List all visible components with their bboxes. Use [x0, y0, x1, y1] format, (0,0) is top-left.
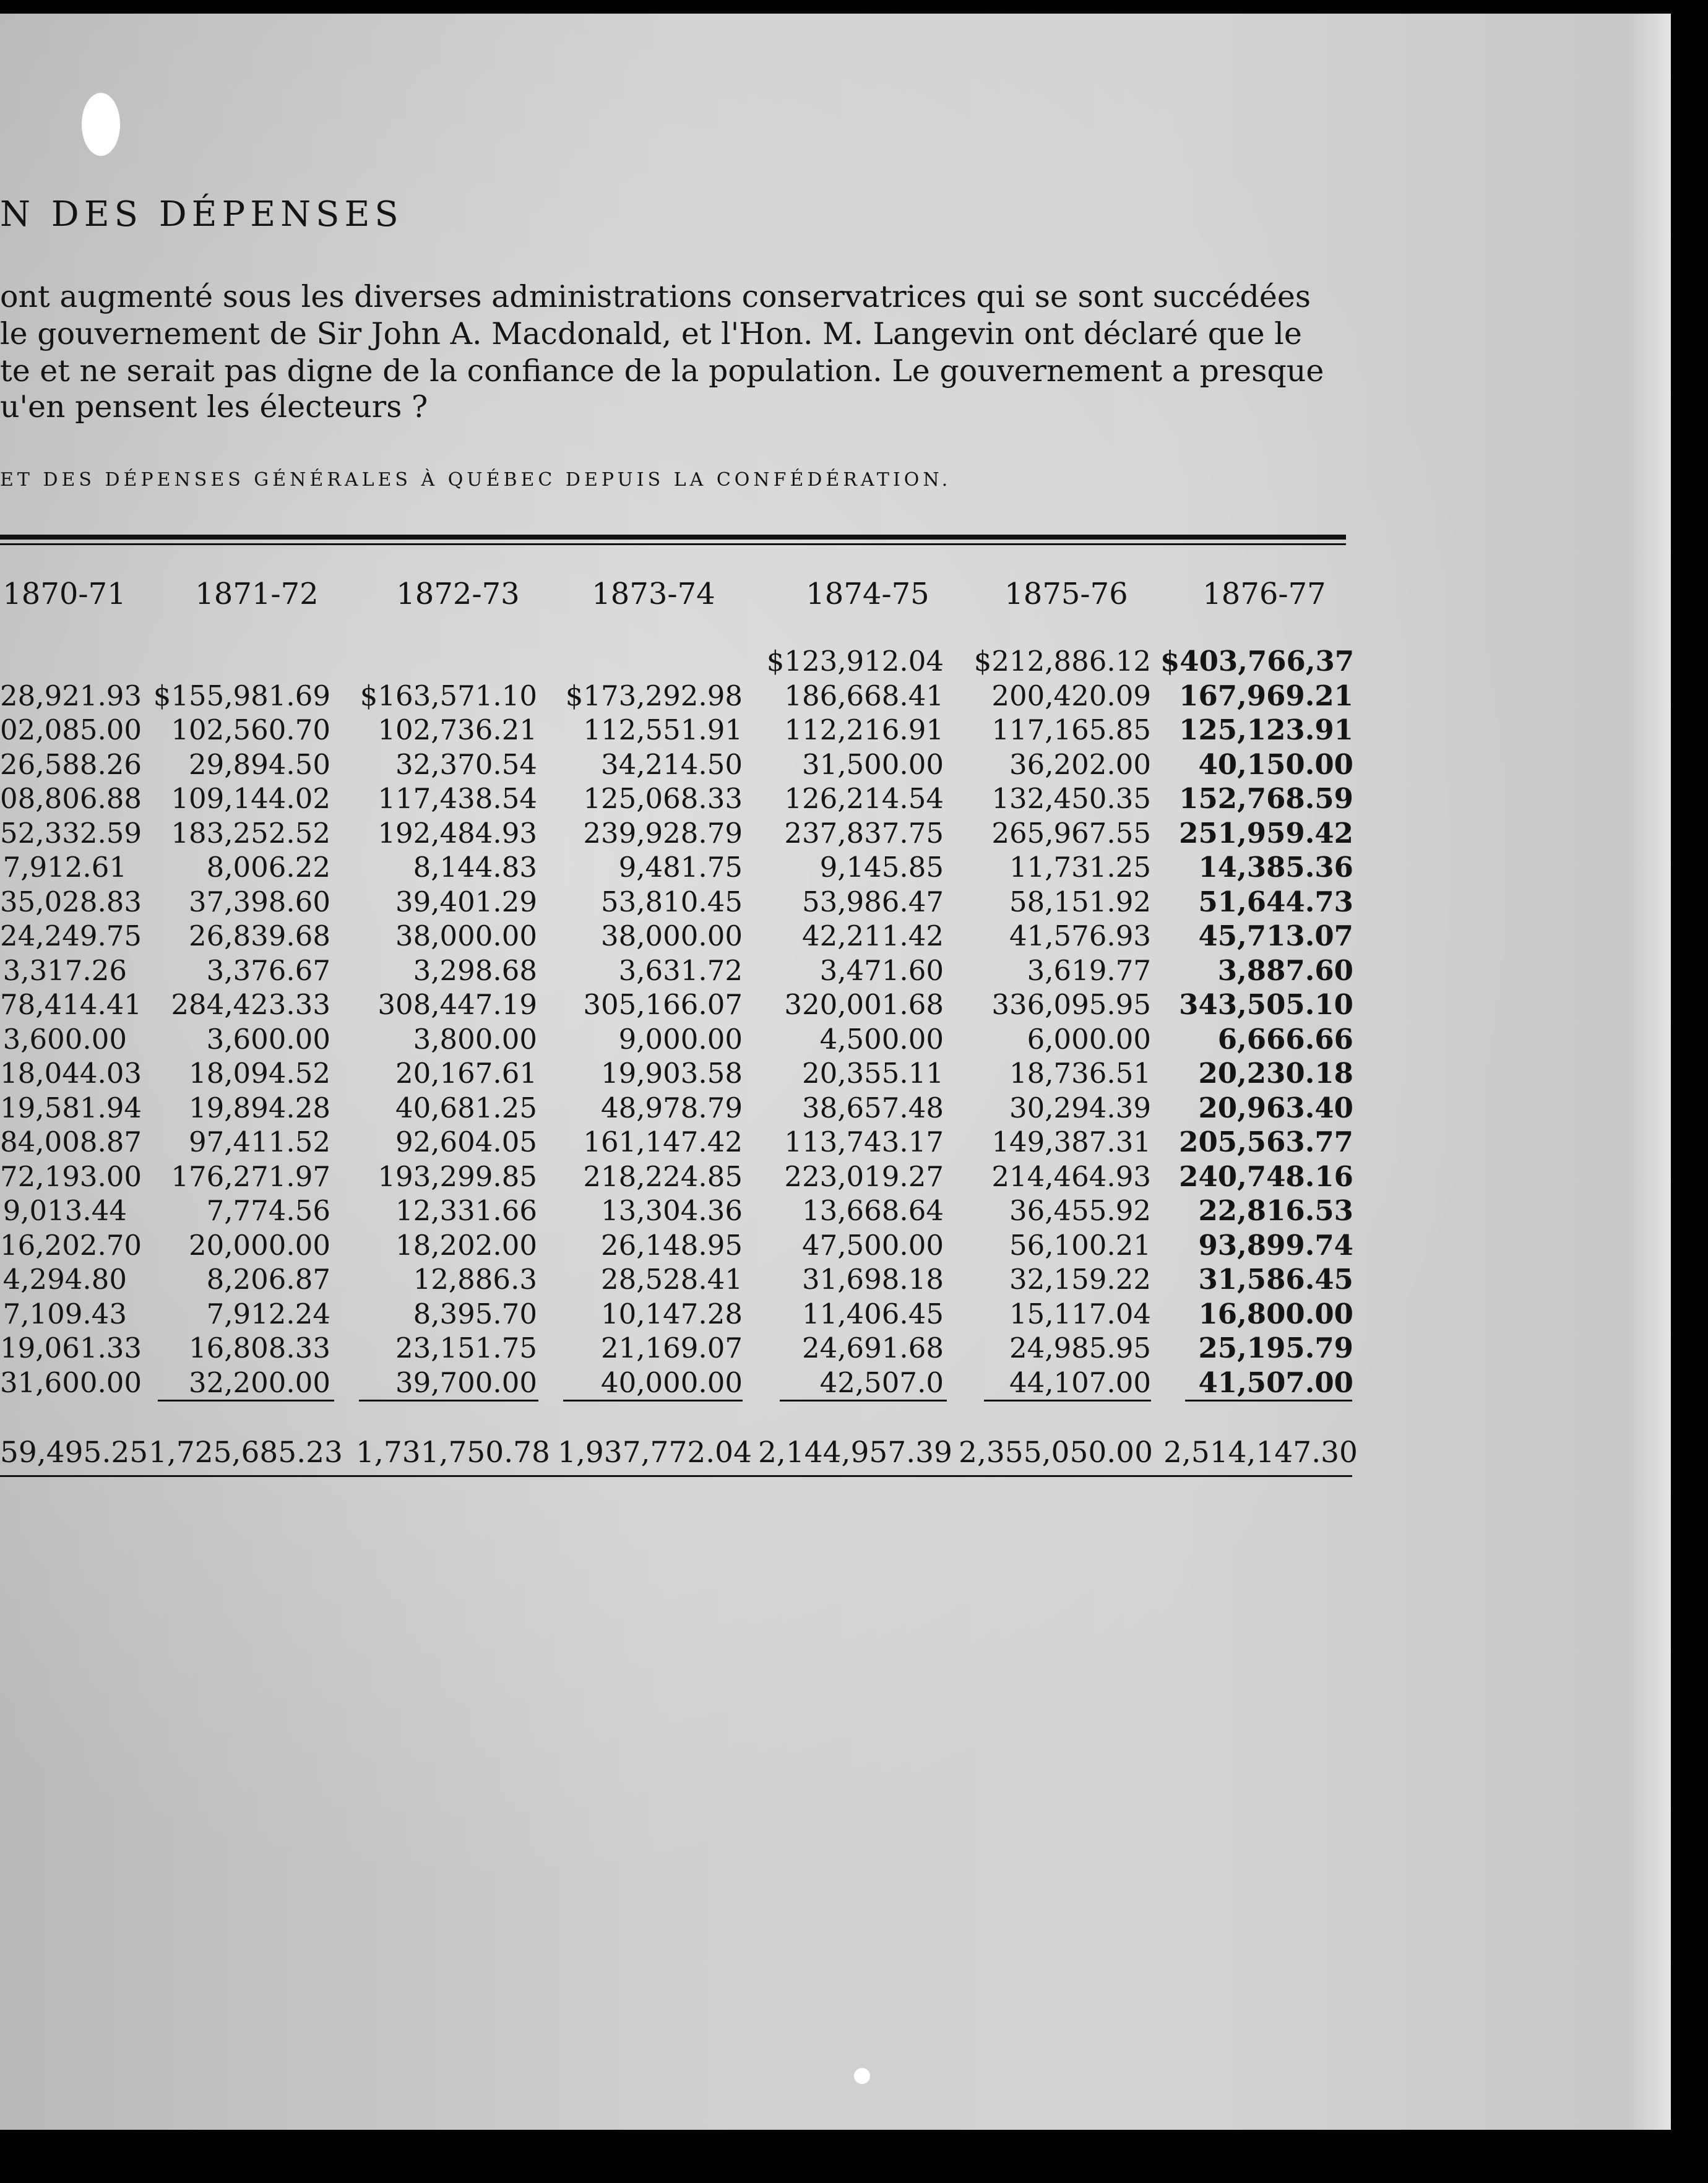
table-cell: 31,698.18 [801, 1263, 944, 1296]
table-cell: 12,886.3 [413, 1263, 537, 1296]
table-cell: 186,668.41 [784, 679, 944, 712]
table-cell: 3,619.77 [1027, 954, 1151, 987]
table-cell: 214,464.93 [991, 1160, 1151, 1193]
table-cell: 84,008.87 [0, 1126, 142, 1158]
table-cell: $123,912.04 [766, 645, 944, 678]
table-title: ET DES DÉPENSES GÉNÉRALES À QUÉBEC DEPUIS LA CONFÉDÉRATION. [0, 469, 952, 491]
table-cell: 42,211.42 [801, 919, 944, 952]
year-column [953, 644, 1151, 1400]
year-column [0, 644, 142, 1400]
table-cell: 51,644.73 [1198, 885, 1353, 918]
table-cell: $155,981.69 [153, 679, 330, 712]
table-cell: 38,657.48 [801, 1091, 944, 1124]
page-heading: N DES DÉPENSES [0, 194, 403, 235]
table-cell: 20,355.11 [801, 1057, 944, 1090]
subtotal-rule [359, 1400, 538, 1402]
table-cell: 9,000.00 [618, 1022, 743, 1056]
table-cell: 8,395.70 [413, 1297, 537, 1330]
table-cell: 15,117.04 [1009, 1297, 1151, 1330]
table-cell: 126,214.54 [784, 782, 944, 815]
table-cell: 26,588.26 [0, 747, 142, 781]
table-cell: 7,912.24 [206, 1297, 330, 1330]
table-cell: 20,000.00 [188, 1228, 330, 1262]
subtotal-rule [984, 1400, 1151, 1402]
table-cell: 149,387.31 [991, 1126, 1151, 1158]
table-cell: 31,586.45 [1198, 1263, 1353, 1296]
table-cell: 16,808.33 [188, 1332, 330, 1364]
table-cell: $212,886.12 [973, 645, 1151, 678]
table-cell: 9,481.75 [618, 851, 743, 884]
table-cell: 12,331.66 [395, 1194, 537, 1227]
table-cell: 48,978.79 [600, 1091, 743, 1124]
table-cell: 7,774.56 [206, 1194, 330, 1227]
table-cell: 102,736.21 [377, 713, 537, 746]
table-cell: 18,044.03 [0, 1057, 142, 1090]
table-cell: 265,967.55 [991, 816, 1151, 850]
table-cell: 9,013.44 [2, 1194, 127, 1227]
year-header: 1870-71 [2, 577, 126, 611]
table-cell: 176,271.97 [171, 1160, 330, 1193]
table-cell: 35,028.83 [0, 885, 142, 918]
table-cell: 13,304.36 [600, 1194, 743, 1227]
table-cell: 183,252.52 [171, 816, 330, 850]
table-cell: 21,169.07 [600, 1332, 743, 1364]
table-cell: 223,019.27 [784, 1160, 944, 1193]
table-cell: 125,068.33 [583, 782, 743, 815]
intro-line-3: te et ne serait pas digne de la confiance de la population. Le gouvernement a presque [0, 353, 1324, 389]
table-cell: 109,144.02 [171, 782, 330, 815]
table-cell: 41,507.00 [1198, 1366, 1353, 1399]
table-cell: 112,216.91 [784, 713, 944, 746]
table-cell: 30,294.39 [1009, 1091, 1151, 1124]
table-cell: 25,195.79 [1198, 1332, 1353, 1364]
table-top-rule-thin [0, 543, 1346, 545]
table-cell: 343,505.10 [1179, 988, 1353, 1021]
table-cell: 38,000.00 [395, 919, 537, 952]
table-cell [136, 644, 330, 679]
table-cell: 24,985.95 [1009, 1332, 1151, 1364]
table-cell: 125,123.91 [1179, 713, 1353, 746]
table-cell: 32,370.54 [395, 747, 537, 781]
table-cell: 38,000.00 [600, 919, 743, 952]
table-cell: 39,401.29 [395, 885, 537, 918]
year-header: 1873-74 [592, 577, 715, 611]
table-cell: 10,147.28 [600, 1297, 743, 1330]
table-cell: 41,576.93 [1009, 919, 1151, 952]
table-cell: $403,766,37 [1160, 645, 1355, 678]
table-cell: 18,094.52 [188, 1057, 330, 1090]
table-cell: 31,600.00 [0, 1366, 142, 1399]
table-cell: 40,681.25 [395, 1091, 537, 1124]
document-page [0, 14, 1671, 2130]
table-cell: 08,806.88 [0, 782, 142, 815]
table-cell: 78,414.41 [0, 988, 142, 1021]
table-cell: 26,148.95 [600, 1228, 743, 1262]
table-cell: 32,159.22 [1009, 1263, 1151, 1296]
table-cell: 20,230.18 [1198, 1057, 1353, 1090]
table-cell: 47,500.00 [801, 1228, 944, 1262]
table-cell: 3,471.60 [819, 954, 944, 987]
year-header: 1876-77 [1202, 577, 1326, 611]
table-cell: 53,986.47 [801, 885, 944, 918]
table-cell: 24,249.75 [0, 919, 142, 952]
table-cell: 320,001.68 [784, 988, 944, 1021]
table-cell: 305,166.07 [583, 988, 743, 1021]
intro-line-1: ont augmenté sous les diverses administrations conservatrices qui se sont succédées [0, 279, 1311, 314]
table-cell: 6,000.00 [1027, 1022, 1151, 1056]
subtotal-rule [563, 1400, 743, 1402]
table-cell: 37,398.60 [188, 885, 330, 918]
table-cell: 193,299.85 [377, 1160, 537, 1193]
table-cell [0, 644, 127, 679]
table-cell: 240,748.16 [1179, 1160, 1353, 1193]
year-column [755, 644, 944, 1400]
table-cell: 34,214.50 [600, 747, 743, 781]
table-cell: 200,420.09 [991, 679, 1151, 712]
year-header: 1872-73 [396, 577, 520, 611]
table-top-rule [0, 535, 1346, 540]
total-value: 2,355,050.00 [959, 1436, 1153, 1470]
table-cell: $173,292.98 [565, 679, 743, 712]
table-cell: 53,810.45 [600, 885, 743, 918]
table-cell: 19,061.33 [0, 1332, 142, 1364]
table-cell: 14,385.36 [1198, 851, 1353, 884]
table-cell: 167,969.21 [1179, 679, 1353, 712]
table-cell: 18,736.51 [1009, 1057, 1151, 1090]
table-cell: 36,202.00 [1009, 747, 1151, 781]
table-cell: 11,731.25 [1009, 851, 1151, 884]
table-cell: 218,224.85 [583, 1160, 743, 1193]
year-header: 1875-76 [1004, 577, 1128, 611]
paper-blemish [854, 2068, 870, 2084]
table-cell: 239,928.79 [583, 816, 743, 850]
total-value: 1,725,685.23 [149, 1436, 343, 1470]
table-cell: 132,450.35 [991, 782, 1151, 815]
table-cell [347, 644, 537, 679]
table-cell: 44,107.00 [1009, 1366, 1151, 1399]
table-cell: 97,411.52 [188, 1126, 330, 1158]
subtotal-rule [780, 1400, 947, 1402]
table-cell: 117,165.85 [991, 713, 1151, 746]
table-cell: 7,109.43 [2, 1297, 127, 1330]
table-cell: 3,887.60 [1217, 954, 1353, 987]
table-cell: 3,631.72 [618, 954, 743, 987]
table-cell: 4,500.00 [819, 1022, 944, 1056]
subtotal-rule [1185, 1400, 1352, 1402]
table-cell: 16,202.70 [0, 1228, 142, 1262]
table-cell: 92,604.05 [395, 1126, 537, 1158]
table-cell: 6,666.66 [1217, 1022, 1353, 1056]
paper-blemish [82, 93, 120, 156]
table-cell: 19,894.28 [188, 1091, 330, 1124]
table-cell: 18,202.00 [395, 1228, 537, 1262]
table-cell: 16,800.00 [1198, 1297, 1353, 1330]
table-cell: 20,963.40 [1198, 1091, 1353, 1124]
table-cell: 52,332.59 [0, 816, 142, 850]
table-cell: 32,200.00 [188, 1366, 330, 1399]
table-cell: 205,563.77 [1179, 1126, 1353, 1158]
table-cell: 58,151.92 [1009, 885, 1151, 918]
table-cell: 3,376.67 [206, 954, 330, 987]
table-cell: 113,743.17 [784, 1126, 944, 1158]
intro-line-2: le gouvernement de Sir John A. Macdonald, et l'Hon. M. Langevin ont déclaré que le [0, 316, 1302, 351]
total-value: 2,514,147.30 [1163, 1436, 1358, 1470]
table-cell: 26,839.68 [188, 919, 330, 952]
table-cell: 93,899.74 [1198, 1228, 1353, 1262]
table-cell: 24,691.68 [801, 1332, 944, 1364]
total-value: 59,495.25 [0, 1436, 149, 1470]
year-column [136, 644, 330, 1400]
table-cell: 40,000.00 [600, 1366, 743, 1399]
table-cell: 22,816.53 [1198, 1194, 1353, 1227]
page-edge [1628, 14, 1671, 2130]
table-cell: 9,145.85 [819, 851, 944, 884]
table-cell: 42,507.0 [819, 1366, 944, 1399]
table-cell: 192,484.93 [377, 816, 537, 850]
table-cell: 36,455.92 [1009, 1194, 1151, 1227]
table-cell: 237,837.75 [784, 816, 944, 850]
total-value: 1,937,772.04 [558, 1436, 752, 1470]
intro-line-4: u'en pensent les électeurs ? [0, 389, 428, 424]
table-cell: 3,600.00 [2, 1022, 127, 1056]
table-cell: 11,406.45 [801, 1297, 944, 1330]
table-cell: 40,150.00 [1198, 747, 1353, 781]
table-cell: 8,006.22 [206, 851, 330, 884]
table-cell: 28,528.41 [600, 1263, 743, 1296]
total-value: 2,144,957.39 [758, 1436, 952, 1470]
table-cell: 4,294.80 [2, 1263, 127, 1296]
table-cell: 19,903.58 [600, 1057, 743, 1090]
table-cell: 152,768.59 [1179, 782, 1353, 815]
table-cell: 39,700.00 [395, 1366, 537, 1399]
year-column [551, 644, 743, 1400]
table-cell: 29,894.50 [188, 747, 330, 781]
table-cell: 7,912.61 [2, 851, 127, 884]
year-column [1160, 644, 1353, 1400]
year-header: 1874-75 [806, 577, 929, 611]
table-cell [551, 644, 743, 679]
table-cell: 72,193.00 [0, 1160, 142, 1193]
year-header: 1871-72 [195, 577, 319, 611]
subtotal-rule [158, 1400, 334, 1402]
table-cell: 284,423.33 [171, 988, 330, 1021]
table-cell: 308,447.19 [377, 988, 537, 1021]
table-cell: 3,317.26 [2, 954, 127, 987]
table-bottom-rule [0, 1475, 1352, 1477]
table-cell: 19,581.94 [0, 1091, 142, 1124]
table-cell: 28,921.93 [0, 679, 142, 712]
table-cell: 161,147.42 [583, 1126, 743, 1158]
table-cell: 02,085.00 [0, 713, 142, 746]
table-cell: 8,144.83 [413, 851, 537, 884]
table-cell: 3,600.00 [206, 1022, 330, 1056]
table-cell: 13,668.64 [801, 1194, 944, 1227]
table-cell: 3,298.68 [413, 954, 537, 987]
table-cell: 112,551.91 [583, 713, 743, 746]
table-cell: 8,206.87 [206, 1263, 330, 1296]
table-cell: 31,500.00 [801, 747, 944, 781]
year-column [347, 644, 537, 1400]
table-cell: 56,100.21 [1009, 1228, 1151, 1262]
total-value: 1,731,750.78 [356, 1436, 550, 1470]
table-cell: 336,095.95 [991, 988, 1151, 1021]
table-cell: 102,560.70 [171, 713, 330, 746]
table-cell: 117,438.54 [377, 782, 537, 815]
table-cell: 20,167.61 [395, 1057, 537, 1090]
table-cell: 23,151.75 [395, 1332, 537, 1364]
table-cell: $163,571.10 [360, 679, 537, 712]
table-cell: 3,800.00 [413, 1022, 537, 1056]
table-cell: 251,959.42 [1179, 816, 1353, 850]
table-cell: 45,713.07 [1198, 919, 1353, 952]
